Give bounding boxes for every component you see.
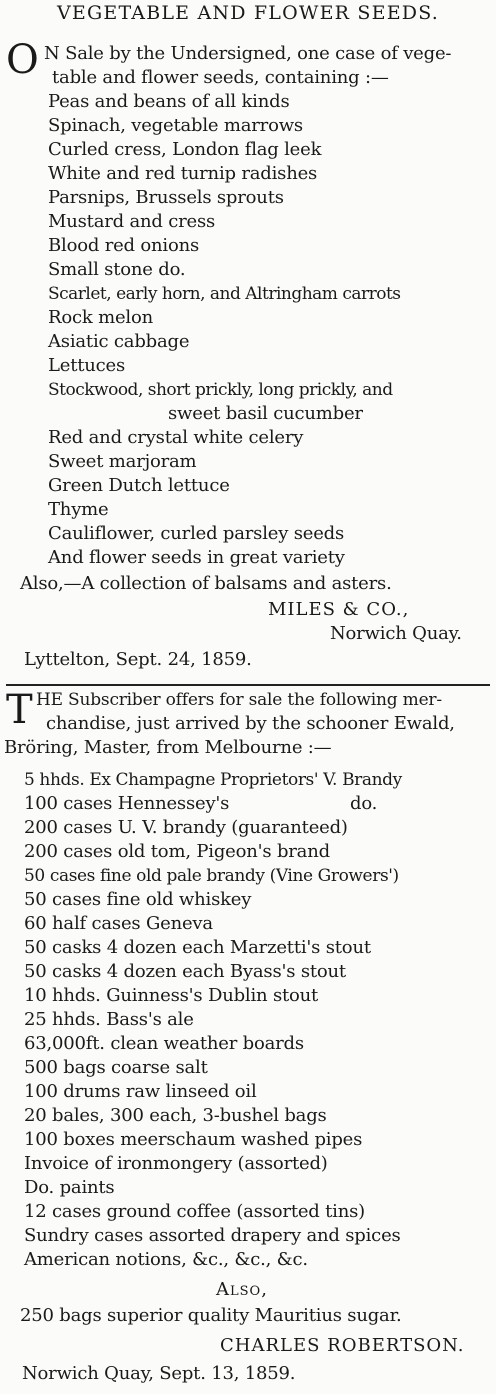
list-item: 50 cases fine old whiskey	[24, 889, 252, 910]
list-item: Blood red onions	[48, 235, 200, 256]
list-item: Asiatic cabbage	[48, 331, 190, 352]
list-item: Curled cress, London flag leek	[48, 139, 322, 160]
list-item: Do. paints	[24, 1177, 115, 1198]
list-item: Cauliflower, curled parsley seeds	[48, 523, 345, 544]
list-item: Mustard and cress	[48, 211, 216, 232]
intro-line: Bröring, Master, from Melbourne :—	[4, 737, 332, 758]
list-item-continuation: sweet basil cucumber	[168, 403, 363, 424]
list-item: Stockwood, short prickly, long prickly, and	[48, 380, 393, 400]
also-heading: Also,	[216, 1279, 268, 1300]
list-item: 100 drums raw linseed oil	[24, 1081, 257, 1102]
list-item: 200 cases old tom, Pigeon's brand	[24, 841, 330, 862]
list-item: 25 hhds. Bass's ale	[24, 1009, 194, 1030]
list-item: 60 half cases Geneva	[24, 913, 213, 934]
list-item: Spinach, vegetable marrows	[48, 115, 303, 136]
list-item: 100 boxes meerschaum washed pipes	[24, 1129, 363, 1150]
list-item: 10 hhds. Guinness's Dublin stout	[24, 985, 319, 1006]
list-item: Scarlet, early horn, and Altringham carrots	[48, 284, 401, 304]
list-item: 500 bags coarse salt	[24, 1057, 208, 1078]
intro-line: table and flower seeds, containing :—	[52, 67, 389, 88]
address: Norwich Quay.	[330, 623, 462, 644]
list-item: 63,000ft. clean weather boards	[24, 1033, 304, 1054]
list-item: Thyme	[48, 499, 109, 520]
list-item: And flower seeds in great variety	[48, 547, 345, 568]
list-item: 5 hhds. Ex Champagne Proprietors' V. Brandy	[24, 770, 402, 790]
list-item: 12 cases ground coffee (assorted tins)	[24, 1201, 365, 1222]
list-item: 200 cases U. V. brandy (guaranteed)	[24, 817, 348, 838]
list-item: Small stone do.	[48, 259, 186, 280]
dateline: Lyttelton, Sept. 24, 1859.	[24, 649, 252, 670]
list-item: 20 bales, 300 each, 3-bushel bags	[24, 1105, 327, 1126]
list-item: American notions, &c., &c., &c.	[24, 1249, 308, 1270]
list-item: Rock melon	[48, 307, 154, 328]
list-item: Sundry cases assorted drapery and spices	[24, 1225, 401, 1246]
list-item: 100 cases Hennessey's	[24, 793, 230, 814]
dateline: Norwich Quay, Sept. 13, 1859.	[22, 1363, 296, 1384]
intro-line: HE Subscriber offers for sale the following mer-	[36, 690, 442, 710]
list-item: 50 cases fine old pale brandy (Vine Growers')	[24, 866, 399, 886]
list-item: Lettuces	[48, 355, 126, 376]
ad-title: VEGETABLE AND FLOWER SEEDS.	[57, 2, 439, 24]
list-item: Parsnips, Brussels sprouts	[48, 187, 284, 208]
list-item: Peas and beans of all kinds	[48, 91, 290, 112]
list-item: 50 casks 4 dozen each Byass's stout	[24, 961, 346, 982]
list-item: Green Dutch lettuce	[48, 475, 230, 496]
list-item: White and red turnip radishes	[48, 163, 318, 184]
intro-line: chandise, just arrived by the schooner Ewald,	[46, 713, 455, 734]
list-item: 50 casks 4 dozen each Marzetti's stout	[24, 937, 371, 958]
also-line: Also,—A collection of balsams and asters.	[20, 573, 392, 594]
drop-cap: T	[6, 687, 33, 733]
intro-line: N Sale by the Undersigned, one case of vege-	[44, 43, 452, 64]
drop-cap: O	[6, 37, 39, 83]
sugar-line: 250 bags superior quality Mauritius sugar.	[20, 1305, 402, 1326]
list-item: Invoice of ironmongery (assorted)	[24, 1153, 328, 1174]
ditto-mark: do.	[350, 793, 378, 814]
signature: MILES & CO.,	[268, 599, 410, 620]
list-item: Red and crystal white celery	[48, 427, 304, 448]
list-item: Sweet marjoram	[48, 451, 197, 472]
signature: CHARLES ROBERTSON.	[220, 1335, 465, 1356]
